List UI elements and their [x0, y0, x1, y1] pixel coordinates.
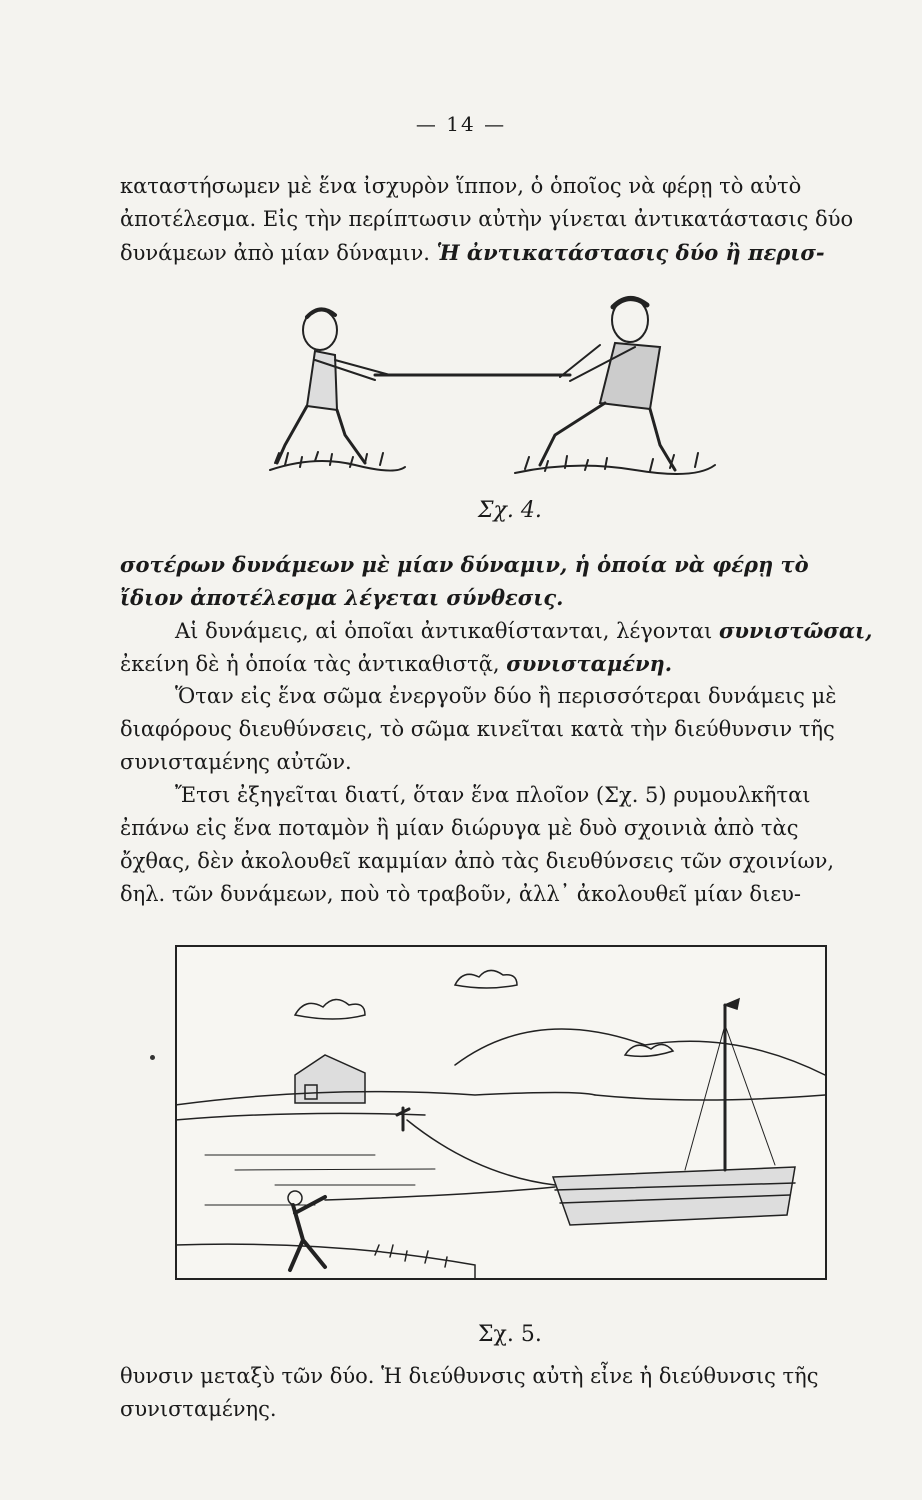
- text-line: θυνσιν μεταξὺ τῶν δύο. Ἡ διεύθυνσις αὐτὴ εἶνε ἡ διεύθυνσις τῆς: [120, 1364, 819, 1388]
- text-block-top: [120, 170, 880, 269]
- text-line: συνισταμένης.: [120, 1397, 277, 1421]
- speck: [150, 1055, 155, 1060]
- text-plain: ἐκείνη δὲ ἡ ὁποία τὰς ἀντικαθιστᾷ,: [120, 652, 507, 676]
- text-line: ἐπάνω εἰς ἕνα ποταμὸν ἢ μίαν διώρυγα μὲ δυὸ σχοινιὰ ἀπὸ τὰς: [120, 816, 799, 840]
- text-line: Ὅταν εἰς ἕνα σῶμα ἐνεργοῦν δύο ἢ περισσότεραι δυνάμεις μὲ: [175, 684, 837, 708]
- text-line: διαφόρους διευθύνσεις, τὸ σῶμα κινεῖται κατὰ τὴν διεύθυνσιν τῆς: [120, 717, 835, 741]
- figure-5-towed-boat: [175, 945, 827, 1280]
- figure-5-caption: Σχ. 5.: [478, 1322, 542, 1347]
- text-block-bottom: [120, 1360, 880, 1426]
- text-plain: δυνάμεων ἀπὸ μίαν δύναμιν.: [120, 241, 437, 265]
- text-line: [120, 647, 880, 680]
- text-plain: Αἱ δυνάμεις, αἱ ὁποῖαι ἀντικαθίστανται, λέγονται: [175, 619, 719, 643]
- text-line-3: [120, 236, 880, 269]
- text-line: ἀποτέλεσμα. Εἰς τὴν περίπτωσιν αὐτὴν γίνεται ἀντικατάστασις δύο: [120, 207, 854, 231]
- text-bold-italic: συνισταμένη.: [506, 651, 673, 676]
- text-bold-italic: Ἡ ἀντικατάστασις δύο ἢ περισ-: [436, 240, 825, 265]
- text-bold-italic: συνιστῶσαι,: [718, 618, 873, 643]
- text-block-middle: [120, 548, 880, 911]
- text-line: ὄχθας, δὲν ἀκολουθεῖ καμμίαν ἀπὸ τὰς διευθύνσεις τῶν σχοινίων,: [120, 849, 835, 873]
- text-line: [120, 614, 880, 647]
- text-line: Ἔτσι ἐξηγεῖται διατί, ὅταν ἕνα πλοῖον (Σχ. 5) ρυμουλκῆται: [175, 783, 811, 807]
- page-number: — 14 —: [415, 112, 507, 136]
- text-line: δηλ. τῶν δυνάμεων, ποὺ τὸ τραβοῦν, ἀλλ᾽ ἀκολουθεῖ μίαν διευ-: [120, 882, 802, 906]
- figure-4-tug-of-war: [255, 285, 725, 485]
- figure-4-caption: Σχ. 4.: [478, 498, 542, 523]
- text-line: σοτέρων δυνάμεων μὲ μίαν δύναμιν, ἡ ὁποία νὰ φέρῃ τὸ: [120, 552, 809, 577]
- text-line: συνισταμένης αὐτῶν.: [120, 750, 352, 774]
- text-line: καταστήσωμεν μὲ ἕνα ἰσχυρὸν ἵππον, ὁ ὁποῖος νὰ φέρῃ τὸ αὐτὸ: [120, 174, 802, 198]
- text-line: ἴδιον ἀποτέλεσμα λέγεται σύνθεσις.: [120, 585, 564, 610]
